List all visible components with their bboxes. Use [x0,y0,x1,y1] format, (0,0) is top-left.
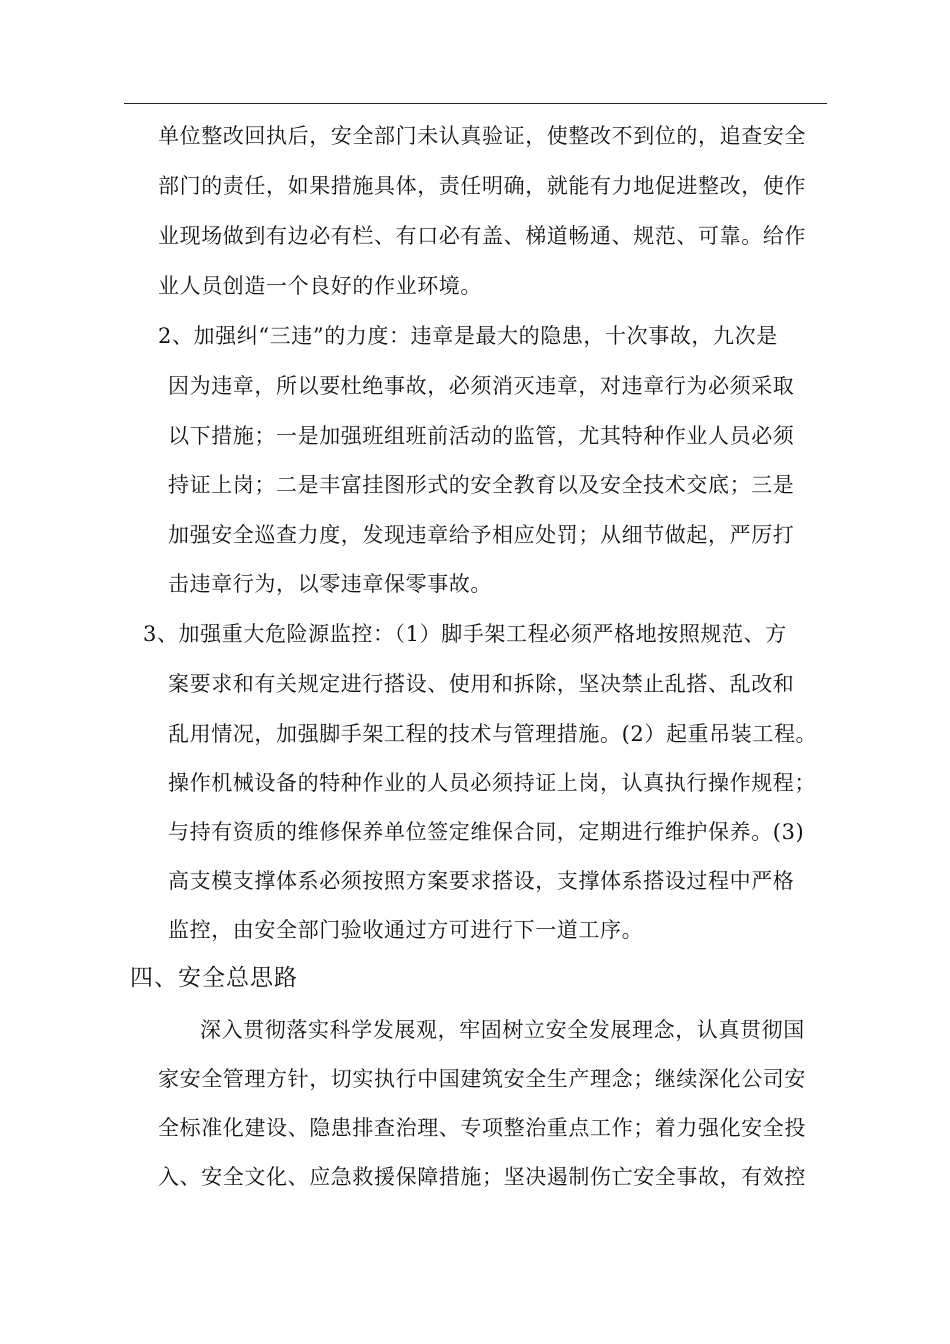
text-line: 业人员创造一个良好的作业环境。 [158,274,482,298]
text-line: 因为违章，所以要杜绝事故，必须消灭违章，对违章行为必须采取 [168,374,795,398]
text-line: 以下措施；一是加强班组班前活动的监管，尤其特种作业人员必须 [168,424,795,448]
text-line: 高支模支撑体系必须按照方案要求搭设，支撑体系搭设过程中严格 [168,869,795,893]
text-line: 单位整改回执后，安全部门未认真验证，使整改不到位的，追查安全 [158,124,806,148]
text-line: 全标准化建设、隐患排查治理、专项整治重点工作；着力强化安全投 [158,1116,806,1140]
text-line: 家安全管理方针，切实执行中国建筑安全生产理念；继续深化公司安 [158,1067,806,1091]
text-line: 入、安全文化、应急救援保障措施；坚决遏制伤亡安全事故，有效控 [158,1165,806,1189]
text-line: 加强安全巡查力度，发现违章给予相应处罚；从细节做起，严厉打 [168,523,795,547]
header-rule [124,103,827,104]
text-line: 持证上岗；二是丰富挂图形式的安全教育以及安全技术交底；三是 [168,473,795,497]
text-line: 案要求和有关规定进行搭设、使用和拆除，坚决禁止乱搭、乱改和 [168,672,795,696]
text-line: 乱用情况，加强脚手架工程的技术与管理措施。(2）起重吊装工程。 [168,722,818,746]
text-line: 深入贯彻落实科学发展观，牢固树立安全发展理念，认真贯彻国 [200,1018,805,1042]
text-line: 业现场做到有边必有栏、有口必有盖、梯道畅通、规范、可靠。给作 [158,224,806,248]
text-line: 监控，由安全部门验收通过方可进行下一道工序。 [168,918,644,942]
section-heading: 四、安全总思路 [130,965,298,991]
text-line: 操作机械设备的特种作业的人员必须持证上岗，认真执行操作规程； [168,771,816,795]
text-line: 与持有资质的维修保养单位签定维保合同，定期进行维护保养。(3) [168,820,805,844]
text-line: 3、加强重大危险源监控：（1）脚手架工程必须严格地按照规范、方 [143,622,787,646]
text-line: 2、加强纠“三违”的力度：违章是最大的隐患，十次事故，九次是 [158,324,778,348]
text-line: 击违章行为，以零违章保零事故。 [168,572,492,596]
text-line: 部门的责任，如果措施具体，责任明确，就能有力地促进整改，使作 [158,174,806,198]
